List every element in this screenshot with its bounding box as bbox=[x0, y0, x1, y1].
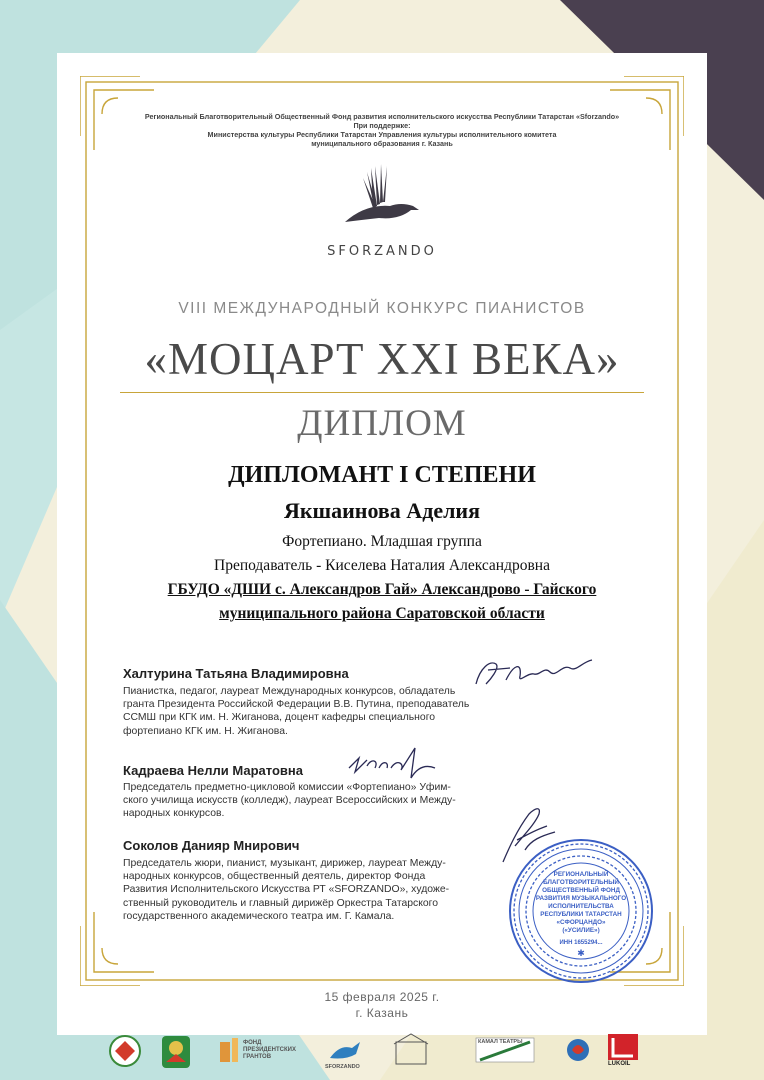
jury-desc-line: народных конкурсов. bbox=[123, 808, 225, 820]
signature-2 bbox=[345, 738, 445, 788]
presidential-grants-logo bbox=[220, 1038, 238, 1062]
issue-date: 15 февраля 2025 г. bbox=[324, 990, 440, 1004]
fond-logo-text bbox=[243, 1040, 296, 1061]
fond-text-line: ГРАНТОВ bbox=[243, 1054, 272, 1060]
jury-name: Халтурина Татьяна Владимировна bbox=[123, 666, 349, 681]
lukoil-logo bbox=[608, 1034, 638, 1060]
stamp-line: «СФОРЦАНДО» bbox=[556, 919, 606, 926]
jury-desc-line: ственный руководитель и главный дирижёр Оркестра Татарского bbox=[123, 897, 438, 909]
footer-lukoil-text: LUKOIL bbox=[608, 1061, 631, 1067]
stamp-line: РЕСПУБЛИКИ ТАТАРСТАН bbox=[540, 911, 622, 918]
jury-desc-line: Председатель предметно-цикловой комиссии «Фортепиано» Уфим- bbox=[123, 782, 451, 793]
sforzando-bird-logo bbox=[335, 160, 430, 235]
sforzando-footer-logo bbox=[330, 1042, 360, 1059]
stamp-line: («УСИЛИЕ») bbox=[562, 927, 600, 934]
category: Фортепиано. Младшая группа bbox=[282, 533, 482, 550]
jury-description bbox=[123, 685, 508, 738]
fond-text-line: ФОНД bbox=[243, 1040, 262, 1046]
teacher: Преподаватель - Киселева Наталия Александровна bbox=[214, 557, 550, 574]
tuganlyk-house-logo bbox=[394, 1034, 428, 1064]
header-support-label: При поддержке: bbox=[353, 121, 411, 130]
sponsor-logos bbox=[0, 1030, 764, 1075]
header-ministry-line: Министерства культуры Республики Татарстан Управления культуры исполнительного комитета bbox=[207, 130, 557, 139]
school-line-1: ГБУДО «ДШИ с. Александров Гай» Александрово - Гайского bbox=[167, 581, 597, 598]
stamp-line: ОБЩЕСТВЕННЫЙ ФОНД bbox=[542, 887, 620, 894]
jury-desc-line: гранта Президента Российской Федерации В.В. Путина, преподаватель bbox=[123, 699, 470, 711]
jury-name: Соколов Данияр Мнирович bbox=[123, 838, 300, 853]
footer-sforzando-text: SFORZANDO bbox=[325, 1064, 360, 1070]
fond-text-line: ПРЕЗИДЕНТСКИХ bbox=[243, 1047, 296, 1053]
jury-description bbox=[123, 857, 508, 923]
header-city-line: муниципального образования г. Казань bbox=[311, 139, 453, 148]
jury-desc-line: Председатель жюри, пианист, музыкант, дирижер, лауреат Между- bbox=[123, 858, 446, 869]
footer-kamal-text: КАМАЛ ТЕАТРЫ bbox=[478, 1039, 523, 1045]
stamp-line: РЕГИОНАЛЬНЫЙ bbox=[553, 871, 609, 878]
organization-stamp bbox=[506, 836, 656, 986]
jury-desc-line: ского училища искусств (колледж), лауреат Всероссийских и Между- bbox=[123, 795, 456, 807]
header-org-line: Региональный Благотворительный Общественный Фонд развития исполнительского искусства Республики Татарстан «Sforzando» bbox=[144, 112, 620, 121]
jury-desc-line: Пианистка, педагог, лауреат Международных конкурсов, обладатель bbox=[123, 686, 456, 697]
issue-city: г. Казань bbox=[355, 1006, 409, 1020]
tatarstan-coat-icon bbox=[162, 1036, 190, 1068]
stamp-line: РАЗВИТИЯ МУЗЫКАЛЬНОГО bbox=[535, 895, 627, 902]
jury-description bbox=[123, 781, 508, 821]
jury-desc-line: Развития Исполнительского Искусства РТ «SFORZANDO», художе- bbox=[123, 884, 450, 896]
document-title: ДИПЛОМ bbox=[297, 403, 467, 444]
jury-desc-line: государственного академического театра им. Г. Камала. bbox=[123, 910, 395, 922]
stamp-line: БЛАГОТВОРИТЕЛЬНЫЙ bbox=[543, 879, 619, 886]
school-line-2: муниципального района Саратовской области bbox=[219, 605, 545, 622]
participant-name: Якшаинова Аделия bbox=[283, 498, 481, 523]
jury-desc-line: ССМШ при КГК им. Н. Жиганова, доцент кафедры специального bbox=[123, 712, 436, 724]
jury-desc-line: фортепиано КГК им. Н. Жиганова. bbox=[123, 725, 288, 737]
award-degree: ДИПЛОМАНТ I СТЕПЕНИ bbox=[228, 462, 536, 488]
jury-name: Кадраева Нелли Маратовна bbox=[123, 763, 303, 778]
jury-desc-line: народных конкурсов, общественный деятель, директор Фонда bbox=[123, 871, 426, 883]
signature-1 bbox=[470, 650, 600, 695]
stamp-line: ИСПОЛНИТЕЛЬСТВА bbox=[548, 903, 614, 910]
lider-logo bbox=[567, 1039, 589, 1061]
contest-title: «МОЦАРТ XXI ВЕКА» bbox=[144, 334, 620, 384]
svg-text:✱: ✱ bbox=[577, 948, 585, 958]
stamp-inn: ИНН 1655294... bbox=[559, 940, 603, 946]
brand-name: SFORZANDO bbox=[327, 244, 437, 259]
kazan-emblem-icon bbox=[110, 1036, 140, 1066]
contest-subtitle: VIII МЕЖДУНАРОДНЫЙ КОНКУРС ПИАНИСТОВ bbox=[178, 300, 586, 317]
title-divider bbox=[120, 392, 644, 393]
